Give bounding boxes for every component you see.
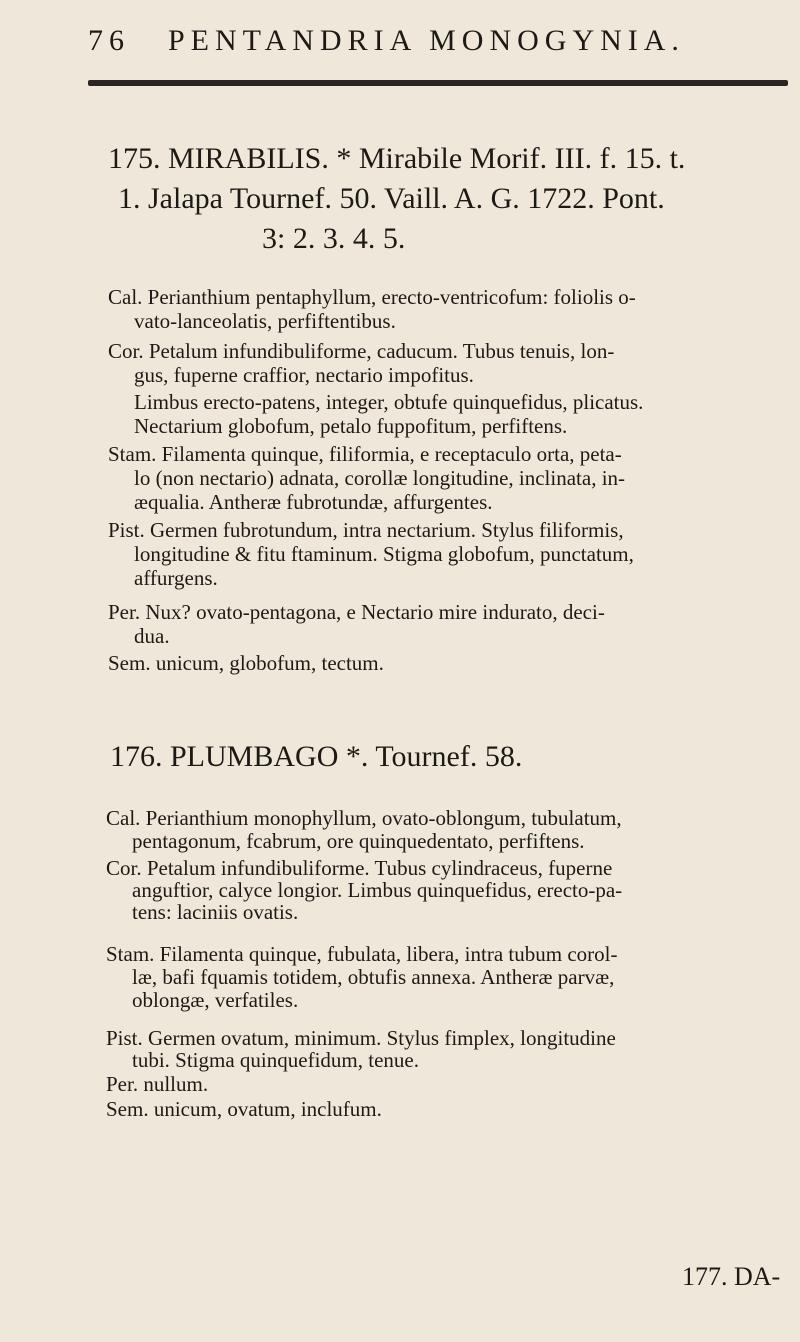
genus-175-line-9: æqualia. Antheræ fubrotundæ, affurgentes. xyxy=(134,490,493,514)
genus-175-line-1: Cal. Perianthium pentaphyllum, erecto-ventricofum: foliolis o- xyxy=(108,285,636,309)
genus-175-line-3: Cor. Petalum infundibuliforme, caducum. Tubus tenuis, lon- xyxy=(108,339,615,363)
catchword: 177. DA- xyxy=(682,1262,781,1291)
genus-176-line-6: Stam. Filamenta quinque, fubulata, libera, intra tubum corol- xyxy=(106,942,618,966)
genus-176-line-10: tubi. Stigma quinquefidum, tenue. xyxy=(132,1048,419,1072)
genus-175-line-2: vato-lanceolatis, perfiftentibus. xyxy=(134,309,396,333)
genus-175-line-13: Per. Nux? ovato-pentagona, e Nectario mire indurato, deci- xyxy=(108,600,605,624)
running-title: PENTANDRIA MONOGYNIA. xyxy=(168,24,685,57)
header-rule xyxy=(88,80,788,86)
genus-175-line-10: Pist. Germen fubrotundum, intra nectarium. Stylus filiformis, xyxy=(108,518,624,542)
page-number: 76 xyxy=(88,24,130,57)
genus-176-line-7: læ, bafi fquamis totidem, obtufis annexa. Antheræ parvæ, xyxy=(132,965,615,989)
genus-176-line-8: oblongæ, verfatiles. xyxy=(132,988,299,1012)
genus-175-line-12: affurgens. xyxy=(134,566,218,590)
genus-175-line-8: lo (non nectario) adnata, corollæ longitudine, inclinata, in- xyxy=(134,466,626,490)
genus-176-line-12: Sem. unicum, ovatum, inclufum. xyxy=(106,1097,382,1121)
genus-175-heading: 175. MIRABILIS. * Mirabile Morif. III. f. 15. t. xyxy=(108,142,686,175)
genus-175-line-5: Limbus erecto-patens, integer, obtufe quinquefidus, plicatus. xyxy=(134,390,644,414)
genus-176-line-2: pentagonum, fcabrum, ore quinquedentato, perfiftens. xyxy=(132,829,585,853)
genus-176-line-4: anguftior, calyce longior. Limbus quinquefidus, erecto-pa- xyxy=(132,878,623,902)
genus-175-classes: 3: 2. 3. 4. 5. xyxy=(262,222,406,255)
genus-176-line-1: Cal. Perianthium monophyllum, ovato-oblongum, tubulatum, xyxy=(106,806,622,830)
genus-175-line-6: Nectarium globofum, petalo fuppofitum, perfiftens. xyxy=(134,414,568,438)
genus-175-line-7: Stam. Filamenta quinque, filiformia, e receptaculo orta, peta- xyxy=(108,442,622,466)
genus-175-line-11: longitudine & fitu ftaminum. Stigma globofum, punctatum, xyxy=(134,542,634,566)
genus-176-line-9: Pist. Germen ovatum, minimum. Stylus fimplex, longitudine xyxy=(106,1026,616,1050)
genus-176-line-3: Cor. Petalum infundibuliforme. Tubus cylindraceus, fuperne xyxy=(106,856,613,880)
genus-175-line-15: Sem. unicum, globofum, tectum. xyxy=(108,651,384,675)
genus-176-heading: 176. PLUMBAGO *. Tournef. 58. xyxy=(110,740,523,773)
genus-175-line-4: gus, fuperne craffior, nectario impofitus. xyxy=(134,363,474,387)
genus-175-synonyms: 1. Jalapa Tournef. 50. Vaill. A. G. 1722. Pont. xyxy=(118,182,665,215)
genus-176-line-11: Per. nullum. xyxy=(106,1072,209,1096)
genus-176-line-5: tens: laciniis ovatis. xyxy=(132,900,299,924)
genus-175-line-14: dua. xyxy=(134,624,170,648)
